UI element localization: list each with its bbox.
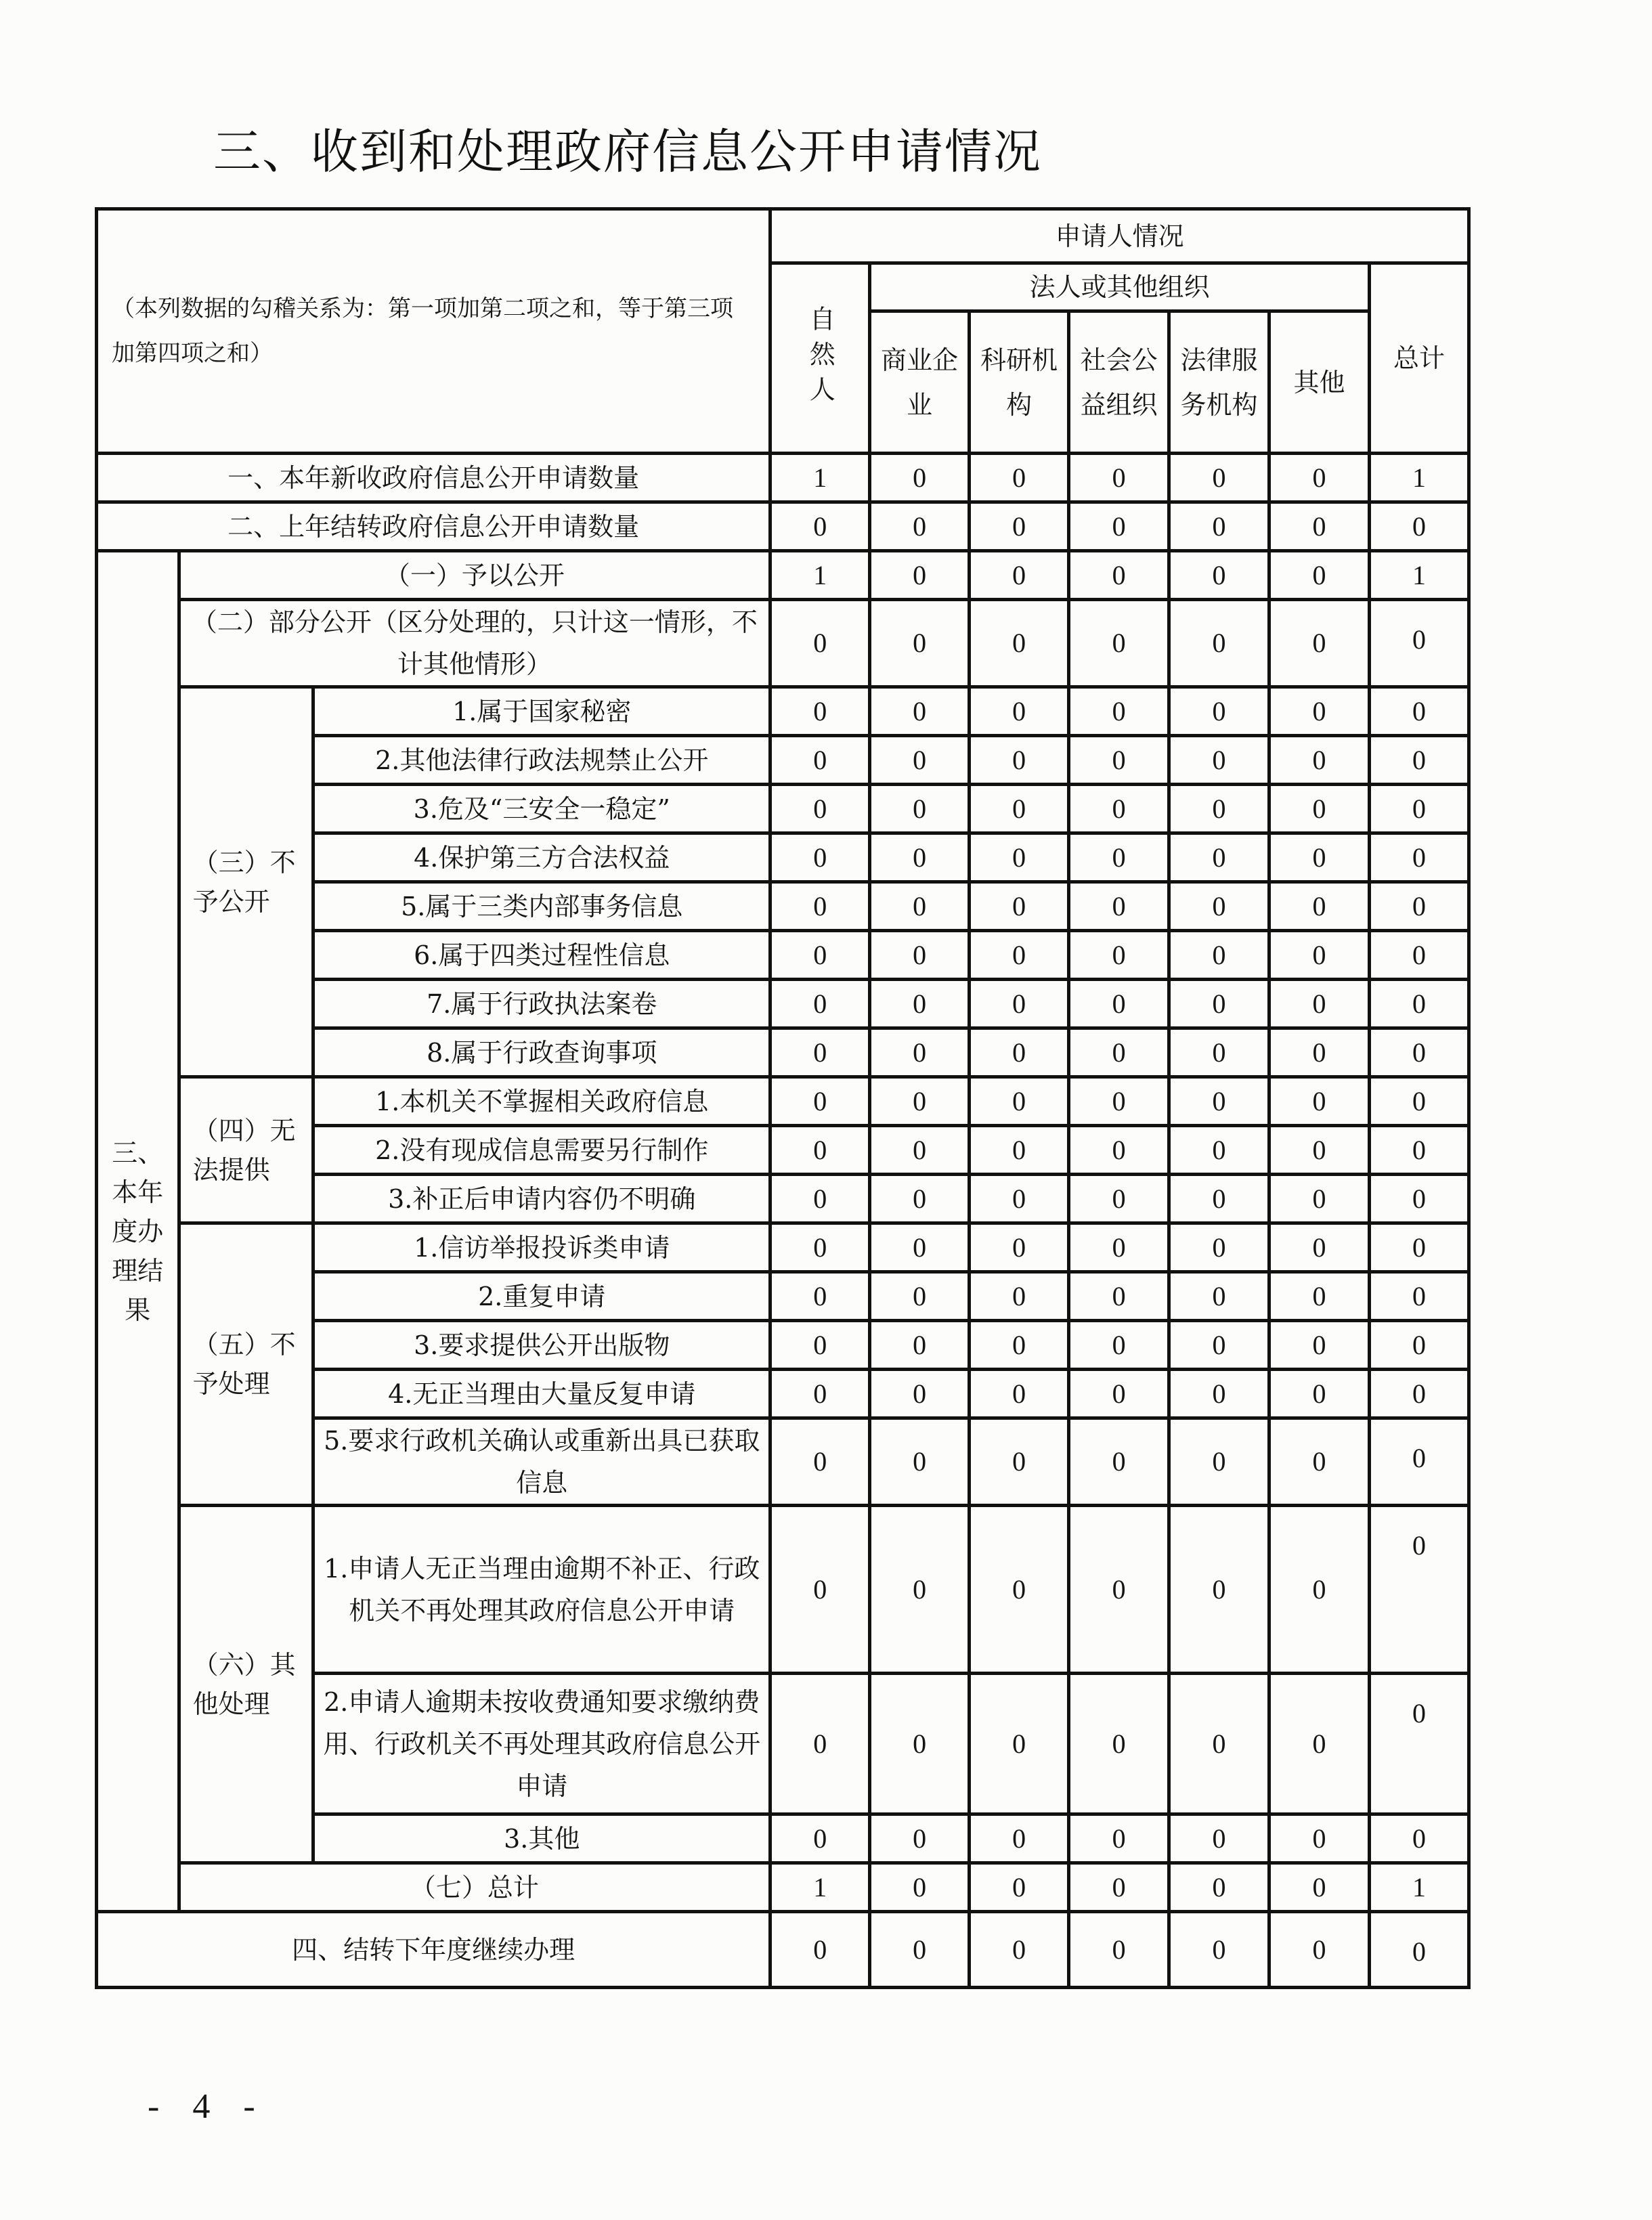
- cell-value: 0: [1169, 833, 1269, 882]
- cell-value: 1: [1369, 551, 1469, 600]
- cell-value: 0: [770, 600, 870, 687]
- cell-value: 0: [1169, 1370, 1269, 1418]
- cell-value: 0: [1369, 1223, 1469, 1272]
- cell-value: 0: [870, 600, 970, 687]
- cell-value: 0: [870, 454, 970, 502]
- cell-value: 0: [770, 1272, 870, 1321]
- cell-value: 0: [970, 600, 1069, 687]
- cell-value: 0: [970, 1863, 1069, 1912]
- cell-value: 0: [1369, 600, 1469, 687]
- cell-value: 0: [1369, 1077, 1469, 1126]
- cell-value: 0: [870, 736, 970, 785]
- cell-value: 0: [1069, 1175, 1169, 1223]
- cell-value: 0: [970, 1506, 1069, 1674]
- cell-value: 0: [1269, 1506, 1370, 1674]
- cell-value: 0: [770, 980, 870, 1028]
- cell-value: 0: [1169, 454, 1269, 502]
- cell-value: 0: [1069, 980, 1169, 1028]
- cell-value: 0: [1269, 882, 1370, 931]
- cell-value: 0: [1069, 1814, 1169, 1863]
- cell-value: 0: [870, 1321, 970, 1370]
- header-legal-service: 法律服务机构: [1169, 311, 1269, 454]
- cell-value: 0: [970, 1814, 1069, 1863]
- cell-value: 0: [870, 1814, 970, 1863]
- header-legal-org: 法人或其他组织: [870, 263, 1370, 311]
- cell-value: 0: [1369, 502, 1469, 551]
- cell-value: 0: [970, 931, 1069, 980]
- cell-value: 0: [970, 1321, 1069, 1370]
- row-label: 一、本年新收政府信息公开申请数量: [97, 454, 770, 502]
- cell-value: 0: [1269, 1077, 1370, 1126]
- row-label: 3.补正后申请内容仍不明确: [313, 1175, 770, 1223]
- cell-value: 1: [1369, 454, 1469, 502]
- row-label: 4.保护第三方合法权益: [313, 833, 770, 882]
- cell-value: 0: [1369, 687, 1469, 736]
- cell-value: 0: [970, 785, 1069, 833]
- header-natural-person: 自然人: [770, 263, 870, 454]
- cell-value: 0: [1269, 736, 1370, 785]
- cell-value: 0: [1269, 600, 1370, 687]
- cell-value: 0: [1069, 551, 1169, 600]
- cell-value: 0: [1269, 1223, 1370, 1272]
- cell-value: 0: [1069, 1272, 1169, 1321]
- cell-value: 0: [1369, 1175, 1469, 1223]
- table-row: [97, 502, 1469, 551]
- cell-value: 0: [970, 736, 1069, 785]
- table-row: [97, 1912, 1469, 1988]
- cell-value: 0: [770, 1321, 870, 1370]
- cell-value: 0: [1169, 1028, 1269, 1077]
- cell-value: 0: [970, 551, 1069, 600]
- cell-value: 0: [1069, 1321, 1169, 1370]
- cell-value: 1: [770, 551, 870, 600]
- cell-value: 0: [1369, 785, 1469, 833]
- cell-value: 0: [770, 1418, 870, 1506]
- cell-value: 0: [870, 1077, 970, 1126]
- cell-value: 0: [1269, 454, 1370, 502]
- header-commercial: 商业企业: [870, 311, 970, 454]
- cell-value: 0: [970, 687, 1069, 736]
- cell-value: 0: [1069, 1863, 1169, 1912]
- cell-value: 0: [1169, 502, 1269, 551]
- cell-value: 0: [1069, 785, 1169, 833]
- cell-value: 0: [870, 1223, 970, 1272]
- cell-value: 0: [770, 1370, 870, 1418]
- cell-value: 0: [1269, 931, 1370, 980]
- cell-value: 0: [970, 1370, 1069, 1418]
- header-note: （本列数据的勾稽关系为：第一项加第二项之和，等于第三项加第四项之和）: [97, 209, 770, 454]
- header-social-welfare: 社会公益组织: [1069, 311, 1169, 454]
- cell-value: 0: [770, 882, 870, 931]
- cell-value: 0: [1269, 1321, 1370, 1370]
- row-label: 2.申请人逾期未按收费通知要求缴纳费用、行政机关不再处理其政府信息公开申请: [313, 1674, 770, 1814]
- cell-value: 0: [1069, 454, 1169, 502]
- cell-value: 0: [970, 1912, 1069, 1988]
- table-row: [97, 1863, 1469, 1912]
- cell-value: 0: [1169, 785, 1269, 833]
- cell-value: 0: [1069, 600, 1169, 687]
- cell-value: 0: [1269, 551, 1370, 600]
- cell-value: 0: [1169, 600, 1269, 687]
- row-label: （一）予以公开: [179, 551, 770, 600]
- row-label: 4.无正当理由大量反复申请: [313, 1370, 770, 1418]
- cell-value: 0: [1069, 687, 1169, 736]
- cell-value: 0: [770, 687, 870, 736]
- cell-value: 0: [1269, 502, 1370, 551]
- cell-value: 0: [770, 502, 870, 551]
- table-row: [97, 600, 1469, 687]
- cell-value: 0: [1369, 1126, 1469, 1175]
- cell-value: 0: [1269, 1418, 1370, 1506]
- cell-value: 0: [870, 931, 970, 980]
- table-row: [97, 1506, 1469, 1674]
- group-3-label: （三）不予公开: [179, 687, 313, 1077]
- cell-value: 0: [970, 1077, 1069, 1126]
- page-number: - 4 -: [148, 2087, 267, 2126]
- cell-value: 0: [770, 1223, 870, 1272]
- row-label: 1.本机关不掌握相关政府信息: [313, 1077, 770, 1126]
- cell-value: 0: [1169, 1506, 1269, 1674]
- cell-value: 0: [1169, 1863, 1269, 1912]
- cell-value: 0: [970, 1175, 1069, 1223]
- row-label: （二）部分公开（区分处理的，只计这一情形，不计其他情形）: [179, 600, 770, 687]
- cell-value: 0: [1369, 1418, 1469, 1506]
- row-label: 二、上年结转政府信息公开申请数量: [97, 502, 770, 551]
- cell-value: 0: [1169, 1814, 1269, 1863]
- table-row: [97, 687, 1469, 736]
- cell-value: 0: [1369, 1370, 1469, 1418]
- cell-value: 0: [1269, 1814, 1370, 1863]
- cell-value: 0: [1069, 1506, 1169, 1674]
- cell-value: 0: [1169, 1126, 1269, 1175]
- cell-value: 0: [770, 1126, 870, 1175]
- header-research: 科研机构: [970, 311, 1069, 454]
- cell-value: 0: [770, 736, 870, 785]
- header-total: 总计: [1369, 263, 1469, 454]
- cell-value: 0: [1369, 980, 1469, 1028]
- cell-value: 0: [870, 1863, 970, 1912]
- row-label: 8.属于行政查询事项: [313, 1028, 770, 1077]
- cell-value: 0: [770, 785, 870, 833]
- row-label: 3.危及“三安全一稳定”: [313, 785, 770, 833]
- cell-value: 0: [970, 1126, 1069, 1175]
- cell-value: 0: [1369, 1321, 1469, 1370]
- row-label: 2.其他法律行政法规禁止公开: [313, 736, 770, 785]
- row-label: 7.属于行政执法案卷: [313, 980, 770, 1028]
- row-label: 1.申请人无正当理由逾期不补正、行政机关不再处理其政府信息公开申请: [313, 1506, 770, 1674]
- cell-value: 0: [870, 1028, 970, 1077]
- cell-value: 0: [1069, 882, 1169, 931]
- group-6-label: （六）其他处理: [179, 1506, 313, 1863]
- cell-value: 0: [1169, 882, 1269, 931]
- cell-value: 0: [1169, 1175, 1269, 1223]
- cell-value: 0: [1369, 1506, 1469, 1674]
- cell-value: 0: [1169, 736, 1269, 785]
- cell-value: 0: [1169, 1077, 1269, 1126]
- row-label: 2.重复申请: [313, 1272, 770, 1321]
- cell-value: 0: [1069, 1077, 1169, 1126]
- cell-value: 0: [1269, 687, 1370, 736]
- table-row: [97, 1077, 1469, 1126]
- cell-value: 0: [1269, 1674, 1370, 1814]
- cell-value: 0: [1369, 1272, 1469, 1321]
- table-row: [97, 454, 1469, 502]
- cell-value: 1: [770, 454, 870, 502]
- foi-application-table: [95, 207, 1471, 1989]
- cell-value: 0: [1169, 980, 1269, 1028]
- row-label: 3.其他: [313, 1814, 770, 1863]
- cell-value: 0: [970, 1418, 1069, 1506]
- cell-value: 0: [1269, 785, 1370, 833]
- header-other: 其他: [1269, 311, 1370, 454]
- cell-value: 0: [970, 1223, 1069, 1272]
- row-label: 5.属于三类内部事务信息: [313, 882, 770, 931]
- cell-value: 0: [1069, 502, 1169, 551]
- cell-value: 0: [970, 882, 1069, 931]
- table-row: [97, 551, 1469, 600]
- cell-value: 0: [770, 1814, 870, 1863]
- cell-value: 0: [1269, 1370, 1370, 1418]
- cell-value: 0: [1069, 1126, 1169, 1175]
- cell-value: 0: [870, 1175, 970, 1223]
- cell-value: 0: [1369, 1814, 1469, 1863]
- cell-value: 0: [970, 454, 1069, 502]
- cell-value: 0: [1069, 736, 1169, 785]
- group-5-label: （五）不予处理: [179, 1223, 313, 1506]
- cell-value: 0: [1269, 1028, 1370, 1077]
- row-label: 1.属于国家秘密: [313, 687, 770, 736]
- cell-value: 0: [770, 1175, 870, 1223]
- cell-value: 0: [1169, 1418, 1269, 1506]
- cell-value: 0: [1269, 980, 1370, 1028]
- cell-value: 0: [1369, 882, 1469, 931]
- cell-value: 0: [1069, 1674, 1169, 1814]
- section-3-label: 三、本年度办理结果: [97, 551, 179, 1912]
- cell-value: 0: [770, 1674, 870, 1814]
- cell-value: 0: [970, 1028, 1069, 1077]
- row-label: 6.属于四类过程性信息: [313, 931, 770, 980]
- group-4-label: （四）无法提供: [179, 1077, 313, 1223]
- cell-value: 0: [870, 1506, 970, 1674]
- cell-value: 1: [1369, 1863, 1469, 1912]
- cell-value: 0: [1369, 931, 1469, 980]
- cell-value: 0: [870, 502, 970, 551]
- row-label: 1.信访举报投诉类申请: [313, 1223, 770, 1272]
- cell-value: 0: [770, 1912, 870, 1988]
- cell-value: 0: [770, 833, 870, 882]
- cell-value: 0: [1369, 1674, 1469, 1814]
- cell-value: 0: [770, 1028, 870, 1077]
- cell-value: 0: [1069, 1370, 1169, 1418]
- row-label: 2.没有现成信息需要另行制作: [313, 1126, 770, 1175]
- cell-value: 0: [970, 1272, 1069, 1321]
- cell-value: 0: [770, 931, 870, 980]
- cell-value: 0: [1069, 1912, 1169, 1988]
- cell-value: 0: [870, 1912, 970, 1988]
- cell-value: 0: [1169, 1321, 1269, 1370]
- cell-value: 0: [970, 1674, 1069, 1814]
- cell-value: 0: [870, 687, 970, 736]
- page-title: 三、收到和处理政府信息公开申请情况: [213, 124, 1042, 179]
- cell-value: 0: [1369, 1912, 1469, 1988]
- cell-value: 0: [1169, 1223, 1269, 1272]
- cell-value: 0: [1069, 1028, 1169, 1077]
- row-label: 四、结转下年度继续办理: [97, 1912, 770, 1988]
- table-row: [97, 1223, 1469, 1272]
- cell-value: 0: [870, 551, 970, 600]
- cell-value: 0: [870, 1370, 970, 1418]
- cell-value: 0: [1369, 736, 1469, 785]
- cell-value: 0: [1069, 1223, 1169, 1272]
- cell-value: 0: [870, 833, 970, 882]
- cell-value: 1: [770, 1863, 870, 1912]
- cell-value: 0: [1069, 931, 1169, 980]
- cell-value: 0: [1269, 1272, 1370, 1321]
- cell-value: 0: [1369, 833, 1469, 882]
- cell-value: 0: [1169, 1272, 1269, 1321]
- cell-value: 0: [870, 980, 970, 1028]
- cell-value: 0: [1269, 1126, 1370, 1175]
- cell-value: 0: [1269, 1863, 1370, 1912]
- cell-value: 0: [1069, 1418, 1169, 1506]
- cell-value: 0: [1269, 833, 1370, 882]
- cell-value: 0: [770, 1077, 870, 1126]
- cell-value: 0: [870, 1126, 970, 1175]
- cell-value: 0: [970, 980, 1069, 1028]
- cell-value: 0: [1269, 1175, 1370, 1223]
- cell-value: 0: [1169, 551, 1269, 600]
- cell-value: 0: [870, 1674, 970, 1814]
- cell-value: 0: [870, 1418, 970, 1506]
- row-label: 3.要求提供公开出版物: [313, 1321, 770, 1370]
- cell-value: 0: [870, 882, 970, 931]
- cell-value: 0: [1169, 1674, 1269, 1814]
- cell-value: 0: [1169, 1912, 1269, 1988]
- header-applicant-situation: 申请人情况: [770, 209, 1469, 263]
- cell-value: 0: [870, 1272, 970, 1321]
- cell-value: 0: [1069, 833, 1169, 882]
- row-label: （七）总计: [179, 1863, 770, 1912]
- cell-value: 0: [1269, 1912, 1370, 1988]
- cell-value: 0: [970, 833, 1069, 882]
- row-label: 5.要求行政机关确认或重新出具已获取信息: [313, 1418, 770, 1506]
- cell-value: 0: [1169, 687, 1269, 736]
- cell-value: 0: [1169, 931, 1269, 980]
- cell-value: 0: [970, 502, 1069, 551]
- cell-value: 0: [770, 1506, 870, 1674]
- cell-value: 0: [1369, 1028, 1469, 1077]
- cell-value: 0: [870, 785, 970, 833]
